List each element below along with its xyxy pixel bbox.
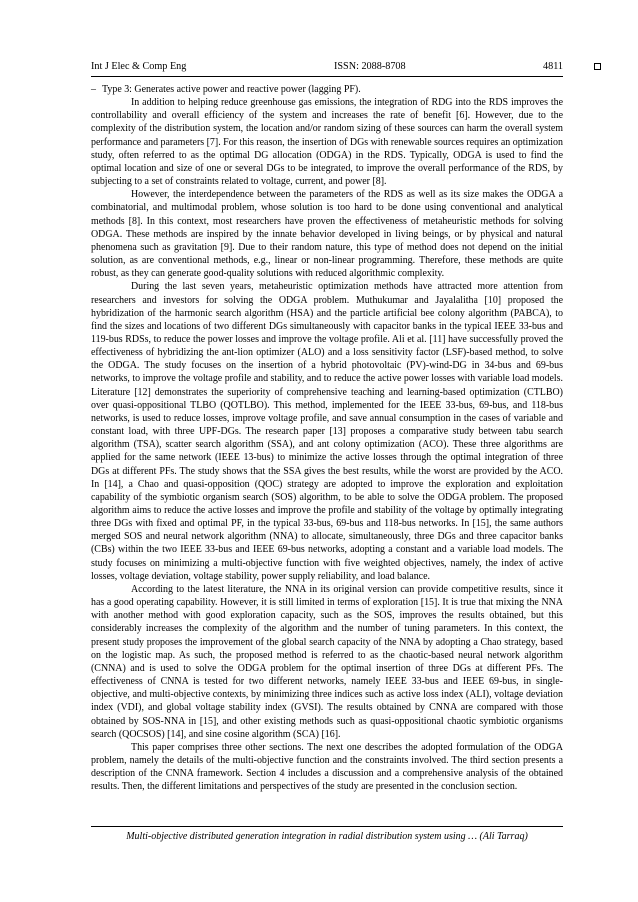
issn: ISSN: 2088-8708 [334, 61, 406, 72]
journal-name: Int J Elec & Comp Eng [91, 61, 187, 72]
checkbox-square-icon [594, 63, 601, 70]
running-title: Multi-objective distributed generation integration in radial distribution system using … (Ali Tarraq) [126, 831, 528, 842]
page-number: 4811 [543, 61, 563, 72]
bullet-item [91, 83, 563, 96]
paragraph: This paper comprises three other sections. The next one describes the adopted formulation of the ODGA problem, namely the details of the multi-objective function and the constraints involved. The third section presents a description of the CNNA framework. Section 4 includes a discussion and a comprehensive analysis of the obtained results. Then, the different limitations and perspectives of the study are presented in the conclusion section. [91, 741, 563, 793]
paragraph: During the last seven years, metaheuristic optimization methods have attracted more attention from researchers and investors for solving the ODGA problem. Muthukumar and Jayalalitha [10] proposed the hybridization of the harmonic search algorithm (HSA) and the particle artificial bee colony algorithm (PABCA), to find the sizes and locations of two different DGs simultaneously with capacitor banks in the typical IEEE 33-bus and 119-bus RDSs, to reduce the power losses and improve the voltage profile. Ali et al. [11] have successfully proved the effectiveness of hybridizing the ant-lion optimizer (ALO) and a loss sensitivity factor (LSF)-based method, to solve the ODGA. The study focuses on the insertion of a hybrid photovoltaic (PV)-wind-DG in 34-bus and 69-bus networks, to improve the voltage profile and stability, and to reduce the active power losses with variable load models. Literature [12] demonstrates the superiority of comprehensive teaching and learning-based optimization (CTLBO) over quasi-oppositional TLBO (QOTLBO). This method, implemented for the IEEE 33-bus, 69-bus, and 118-bus networks, is used to reduce losses, improve voltage profile, and save annual consumption in the cases of variable and constant load, with three UPF-DGs. The research paper [13] proposes a comparative study between tabu search algorithm (TSA), scatter search algorithm (SSA), and ant colony optimization (ACO). These three algorithms are applied for the same network (IEEE 13-bus) to minimize the active losses through the optimal integration of three DGs at different PFs. The study shows that the SSA gives the best results, while the worst are provided by the ACO. In [14], a Chao and quasi-opposition (QOC) strategy are adopted to improve the exploration and exploitation capability of the symbiotic organism search (SOS) algorithm, to be able to solve the ODGA problem. The proposed algorithm aims to reduce the active losses and improve the profile and stability of the voltage by optimally integrating three DGs with fixed and optimal PF, in the typical 33-bus, 69-bus and 118-bus networks. In [15], the same authors merged SOS and neural network algorithm (NNA) to allocate, simultaneously, three DGs and three capacitor banks (CBs) within the two IEEE 33-bus and IEEE 69-bus networks, adopting a constant and a variable load models. The study focuses on minimizing a multi-objective function with five weighted objectives, namely, the index of active losses, voltage deviation, voltage stability, power supply reliability, and load balance. [91, 281, 563, 582]
paragraph: However, the interdependence between the parameters of the RDS as well as its size makes the ODGA a combinatorial, and multimodal problem, whose solution is too hard to be done using conventional and analytical methods [8]. In this context, most researchers have proven the effectiveness of metaheuristic methods for solving ODGA. These methods are inspired by the innate behavior developed in living beings, or by physical and natural phenomena such as gravitation [9]. Due to their random nature, this type of method does not depend on the initial solution, as are conventional methods, e.g., linear or non-linear programming. Therefore, these methods are quite robust, as they can generate good-quality solutions with reduced algorithmic complexity. [91, 189, 563, 280]
dash-bullet-icon: – [91, 84, 96, 95]
page-header [91, 60, 563, 77]
paragraph: According to the latest literature, the NNA in its original version can provide competitive results, since it has a good operating capability. However, it is still limited in terms of exploration [15]. It is true that mixing the NNA with another method with good exploration capacity, such as the SOS, improves the results obtained, but this considerably increases the complexity of the algorithm and the number of tuning parameters. In this context, the present study proposes the improvement of the global search capacity of the NNA by adopting a Chao strategy, based on the logistic map. As such, the proposed method is referred to as the chaotic-based neural network algorithm (CNNA) and is used to solve the ODGA problem for the optimal insertion of three DGs at different PFs. The effectiveness of CNNA is tested for two different networks, namely IEEE 33-bus and IEEE 69-bus, in single-objective, and multi-objective contexts, by minimizing three indices such as active loss index (ALI), voltage deviation index (VDI), and global voltage stability index (GVSI). The results obtained by CNNA are compared with those obtained by SOS-NNA in [15], and other existing methods such as quasi-oppositional chaotic symbiotic organisms search (QOCSOS) [14], and sine cosine algorithm (SCA) [16]. [91, 583, 563, 740]
paragraph: In addition to helping reduce greenhouse gas emissions, the integration of RDG into the RDS improves the controllability and overall efficiency of the system and increases the rate of benefit [6]. However, due to the complexity of the distribution system, the location and/or random sizing of these sources can harm the overall system performance and parameters [7]. For this reason, the insertion of DGs with renewable sources requires an optimization study, often referred to as the optimal DG allocation (ODGA) in the RDS. Typically, ODGA is used to find the optimal location and size of one or several DGs to be integrated, to improve the overall performance of the RDS, by subjecting to a set of constraints related to voltage, current, and power [8]. [91, 97, 563, 188]
body-text [91, 83, 563, 793]
page-footer [91, 826, 563, 843]
bullet-text: Type 3: Generates active power and reactive power (lagging PF). [102, 84, 361, 95]
